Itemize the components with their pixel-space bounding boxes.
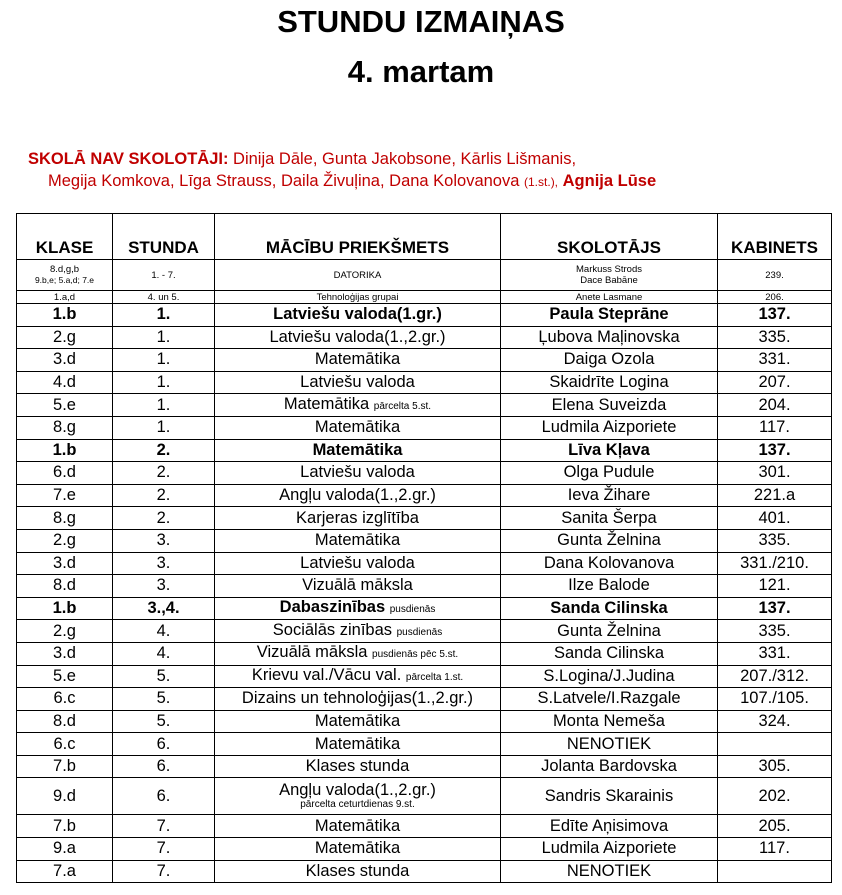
cell-stunda: 2. [113, 462, 215, 485]
cell-stunda: 5. [113, 665, 215, 688]
table-row [17, 371, 832, 394]
absent-names-2: Megija Komkova, Līga Strauss, Daila Živuļina, Dana Kolovanova [48, 172, 520, 190]
cell-stunda: 3. [113, 529, 215, 552]
subject-text: Dizains un tehnoloģijas(1.,2.gr.) [241, 689, 474, 708]
subject-text: Latviešu valoda(1.gr.) [273, 305, 442, 324]
subject-text: Sociālās zinības [272, 620, 393, 639]
cell-room: 204. [718, 394, 832, 417]
cell-teacher: NENOTIEK [501, 860, 718, 883]
cell-teacher: Anete Lasmane [501, 291, 718, 304]
cell-subject [215, 688, 501, 711]
page-title: STUNDU IZMAIŅAS [277, 4, 565, 39]
table-row [17, 597, 832, 620]
cell-room: 137. [718, 439, 832, 462]
absent-label: SKOLĀ NAV SKOLOTĀJI: [28, 150, 229, 168]
absent-note: (1.st.), [524, 175, 559, 189]
cell-room: 117. [718, 416, 832, 439]
table-row [17, 860, 832, 883]
header-teacher: SKOLOTĀJS [501, 214, 718, 260]
cell-subject [215, 484, 501, 507]
subject-note: pusdienās [396, 626, 443, 638]
subject-text: Matemātika [314, 418, 401, 437]
cell-subject [215, 642, 501, 665]
cell-subject [215, 552, 501, 575]
cell-room: 107./105. [718, 688, 832, 711]
cell-klase: 8.d [17, 575, 113, 598]
cell-teacher: Ludmila Aizporiete [501, 838, 718, 861]
cell-stunda: 1. [113, 416, 215, 439]
cell-room: 401. [718, 507, 832, 530]
special-row-datorika [17, 260, 832, 291]
cell-subject [215, 778, 501, 815]
cell-klase: 1.b [17, 304, 113, 327]
cell-klase: 8.d [17, 710, 113, 733]
cell-klase: 3.d [17, 552, 113, 575]
subject-note: pusdienās [389, 604, 436, 616]
subject-note: pārcelta 5.st. [373, 400, 432, 412]
subject-subnote: pārcelta ceturtdienas 9.st. [300, 799, 415, 811]
subject-text: Vizuālā māksla [302, 576, 413, 595]
cell-teacher: Ļubova Maļinovska [501, 326, 718, 349]
cell-stunda: 1. [113, 371, 215, 394]
cell-teacher: Sanda Cilinska [501, 642, 718, 665]
subject-text: Latviešu valoda(1.,2.gr.) [269, 327, 446, 346]
cell-subject [215, 815, 501, 838]
absent-line-1 [28, 148, 828, 170]
cell-stunda: 7. [113, 860, 215, 883]
cell-subject [215, 755, 501, 778]
teacher-b: Dace Babāne [580, 275, 638, 286]
cell-klase: 8.g [17, 416, 113, 439]
table-row [17, 755, 832, 778]
cell-subject [215, 462, 501, 485]
cell-stunda: 2. [113, 439, 215, 462]
subject-text: Matemātika [314, 839, 401, 858]
table-row [17, 665, 832, 688]
table-row [17, 529, 832, 552]
cell-subject: DATORIKA [215, 260, 501, 291]
cell-subject [215, 439, 501, 462]
cell-room: 207./312. [718, 665, 832, 688]
cell-teacher: Dana Kolovanova [501, 552, 718, 575]
cell-teacher: Gunta Želnina [501, 620, 718, 643]
cell-stunda: 7. [113, 838, 215, 861]
cell-teacher: Sanita Šerpa [501, 507, 718, 530]
cell-subject [215, 575, 501, 598]
cell-subject [215, 860, 501, 883]
cell-room: 335. [718, 620, 832, 643]
cell-stunda: 3.,4. [113, 597, 215, 620]
cell-stunda: 5. [113, 688, 215, 711]
cell-teacher: Ludmila Aizporiete [501, 416, 718, 439]
cell-klase: 5.e [17, 394, 113, 417]
cell-subject [215, 597, 501, 620]
cell-subject [215, 507, 501, 530]
table-row [17, 575, 832, 598]
absent-line-2 [28, 170, 828, 193]
cell-stunda: 1. [113, 304, 215, 327]
cell-klase: 1.b [17, 439, 113, 462]
cell-klase: 9.a [17, 838, 113, 861]
cell-room: 324. [718, 710, 832, 733]
cell-stunda: 6. [113, 755, 215, 778]
subject-text: Angļu valoda(1.,2.gr.) [279, 486, 436, 505]
cell-stunda: 4. [113, 620, 215, 643]
table-row [17, 349, 832, 372]
cell-teacher: S.Latvele/I.Razgale [501, 688, 718, 711]
cell-stunda: 1. [113, 349, 215, 372]
cell-klase: 6.c [17, 688, 113, 711]
subject-text: Matemātika [314, 734, 401, 753]
cell-room: 137. [718, 304, 832, 327]
subject-note: pusdienās pēc 5.st. [372, 649, 459, 661]
table-row [17, 462, 832, 485]
cell-teacher: Ilze Balode [501, 575, 718, 598]
cell-stunda: 4. [113, 642, 215, 665]
table-row [17, 620, 832, 643]
cell-klase: 6.c [17, 733, 113, 756]
cell-klase [17, 260, 113, 291]
subject-text: Matemātika [314, 711, 401, 730]
subject-text: Latviešu valoda [300, 373, 415, 392]
cell-klase: 2.g [17, 326, 113, 349]
table-row [17, 710, 832, 733]
cell-room: 335. [718, 326, 832, 349]
cell-teacher: Elena Suveizda [501, 394, 718, 417]
schedule-table [16, 213, 832, 883]
cell-room: 206. [718, 291, 832, 304]
cell-subject [215, 838, 501, 861]
table-row [17, 733, 832, 756]
cell-klase: 9.d [17, 778, 113, 815]
subject-text: Matemātika [312, 440, 403, 459]
subject-text: Klases stunda [305, 861, 410, 880]
cell-stunda: 6. [113, 733, 215, 756]
cell-room: 331. [718, 349, 832, 372]
cell-room: 137. [718, 597, 832, 620]
subject-text: Matemātika [314, 816, 401, 835]
cell-klase: 1.b [17, 597, 113, 620]
cell-subject [215, 665, 501, 688]
table-row [17, 552, 832, 575]
cell-klase: 7.b [17, 755, 113, 778]
table-row [17, 439, 832, 462]
table-row [17, 394, 832, 417]
cell-stunda: 1. [113, 326, 215, 349]
cell-subject [215, 416, 501, 439]
cell-stunda: 6. [113, 778, 215, 815]
cell-room: 121. [718, 575, 832, 598]
cell-klase: 7.a [17, 860, 113, 883]
cell-teacher [501, 260, 718, 291]
subject-text: Latviešu valoda [300, 553, 415, 572]
cell-teacher: Gunta Želnina [501, 529, 718, 552]
cell-room: 335. [718, 529, 832, 552]
cell-stunda: 3. [113, 552, 215, 575]
cell-teacher: Olga Pudule [501, 462, 718, 485]
page-date: 4. martam [347, 54, 495, 89]
cell-subject [215, 529, 501, 552]
cell-room: 202. [718, 778, 832, 815]
klase-a: 8.d,g,b [49, 264, 80, 275]
cell-klase: 3.d [17, 642, 113, 665]
subject-text: Angļu valoda(1.,2.gr.) [279, 781, 436, 800]
cell-stunda: 1. - 7. [113, 260, 215, 291]
cell-teacher: Edīte Aņisimova [501, 815, 718, 838]
cell-subject [215, 304, 501, 327]
cell-stunda: 1. [113, 394, 215, 417]
table-row [17, 484, 832, 507]
header-room: KABINETS [718, 214, 832, 260]
cell-room: 207. [718, 371, 832, 394]
cell-klase: 5.e [17, 665, 113, 688]
subject-text: Matemātika [283, 394, 370, 413]
teacher-a: Markuss Strods [576, 264, 642, 275]
cell-klase: 1.a,d [17, 291, 113, 304]
cell-teacher: Monta Nemeša [501, 710, 718, 733]
cell-teacher: Sandris Skarainis [501, 778, 718, 815]
cell-klase: 2.g [17, 529, 113, 552]
absent-names-1: Dinija Dāle, Gunta Jakobsone, Kārlis Lišmanis, [233, 150, 577, 168]
cell-klase: 4.d [17, 371, 113, 394]
cell-teacher: Līva Kļava [501, 439, 718, 462]
cell-room: 301. [718, 462, 832, 485]
cell-teacher: S.Logina/J.Judina [501, 665, 718, 688]
table-row [17, 326, 832, 349]
header-subject: MĀCĪBU PRIEKŠMETS [215, 214, 501, 260]
cell-subject [215, 349, 501, 372]
cell-room: 205. [718, 815, 832, 838]
cell-stunda: 5. [113, 710, 215, 733]
cell-subject [215, 326, 501, 349]
table-row [17, 507, 832, 530]
absent-names-bold: Agnija Lūse [562, 172, 657, 190]
subject-text: Vizuālā māksla [256, 643, 368, 662]
cell-klase: 7.b [17, 815, 113, 838]
cell-room [718, 860, 832, 883]
cell-subject: Tehnoloģijas grupai [215, 291, 501, 304]
subject-text: Krievu val./Vācu val. [251, 665, 402, 684]
cell-teacher: NENOTIEK [501, 733, 718, 756]
cell-teacher: Jolanta Bardovska [501, 755, 718, 778]
subject-text: Karjeras izglītība [296, 508, 419, 527]
subject-text: Dabaszinības [279, 598, 386, 617]
cell-subject [215, 710, 501, 733]
cell-subject [215, 620, 501, 643]
table-row [17, 815, 832, 838]
table-row [17, 642, 832, 665]
header-klase: KLASE [17, 214, 113, 260]
cell-subject [215, 733, 501, 756]
cell-teacher: Ieva Žihare [501, 484, 718, 507]
table-header [17, 214, 832, 260]
table-row [17, 416, 832, 439]
cell-room: 331./210. [718, 552, 832, 575]
table-row [17, 838, 832, 861]
cell-subject [215, 371, 501, 394]
cell-klase: 8.g [17, 507, 113, 530]
cell-klase: 6.d [17, 462, 113, 485]
subject-text: Matemātika [314, 350, 401, 369]
cell-room: 221.a [718, 484, 832, 507]
cell-room: 117. [718, 838, 832, 861]
cell-stunda: 2. [113, 507, 215, 530]
cell-klase: 7.e [17, 484, 113, 507]
table-row [17, 304, 832, 327]
cell-room: 305. [718, 755, 832, 778]
cell-klase: 2.g [17, 620, 113, 643]
cell-stunda: 7. [113, 815, 215, 838]
cell-teacher: Paula Steprāne [501, 304, 718, 327]
cell-klase: 3.d [17, 349, 113, 372]
subject-text: Matemātika [314, 531, 401, 550]
klase-b: 9.b,e; 5.a,d; 7.e [34, 275, 95, 285]
cell-teacher: Skaidrīte Logina [501, 371, 718, 394]
cell-room: 239. [718, 260, 832, 291]
table-row [17, 778, 832, 815]
cell-stunda: 2. [113, 484, 215, 507]
cell-teacher: Daiga Ozola [501, 349, 718, 372]
cell-room: 331. [718, 642, 832, 665]
table-row [17, 688, 832, 711]
cell-stunda: 4. un 5. [113, 291, 215, 304]
subject-text: Klases stunda [305, 757, 410, 776]
cell-teacher: Sanda Cilinska [501, 597, 718, 620]
cell-room [718, 733, 832, 756]
special-row-tehnologijas [17, 291, 832, 304]
absent-teachers [28, 148, 828, 193]
cell-subject [215, 394, 501, 417]
subject-note: pārcelta 1.st. [405, 671, 464, 683]
subject-text: Latviešu valoda [300, 463, 415, 482]
header-stunda: STUNDA [113, 214, 215, 260]
cell-stunda: 3. [113, 575, 215, 598]
